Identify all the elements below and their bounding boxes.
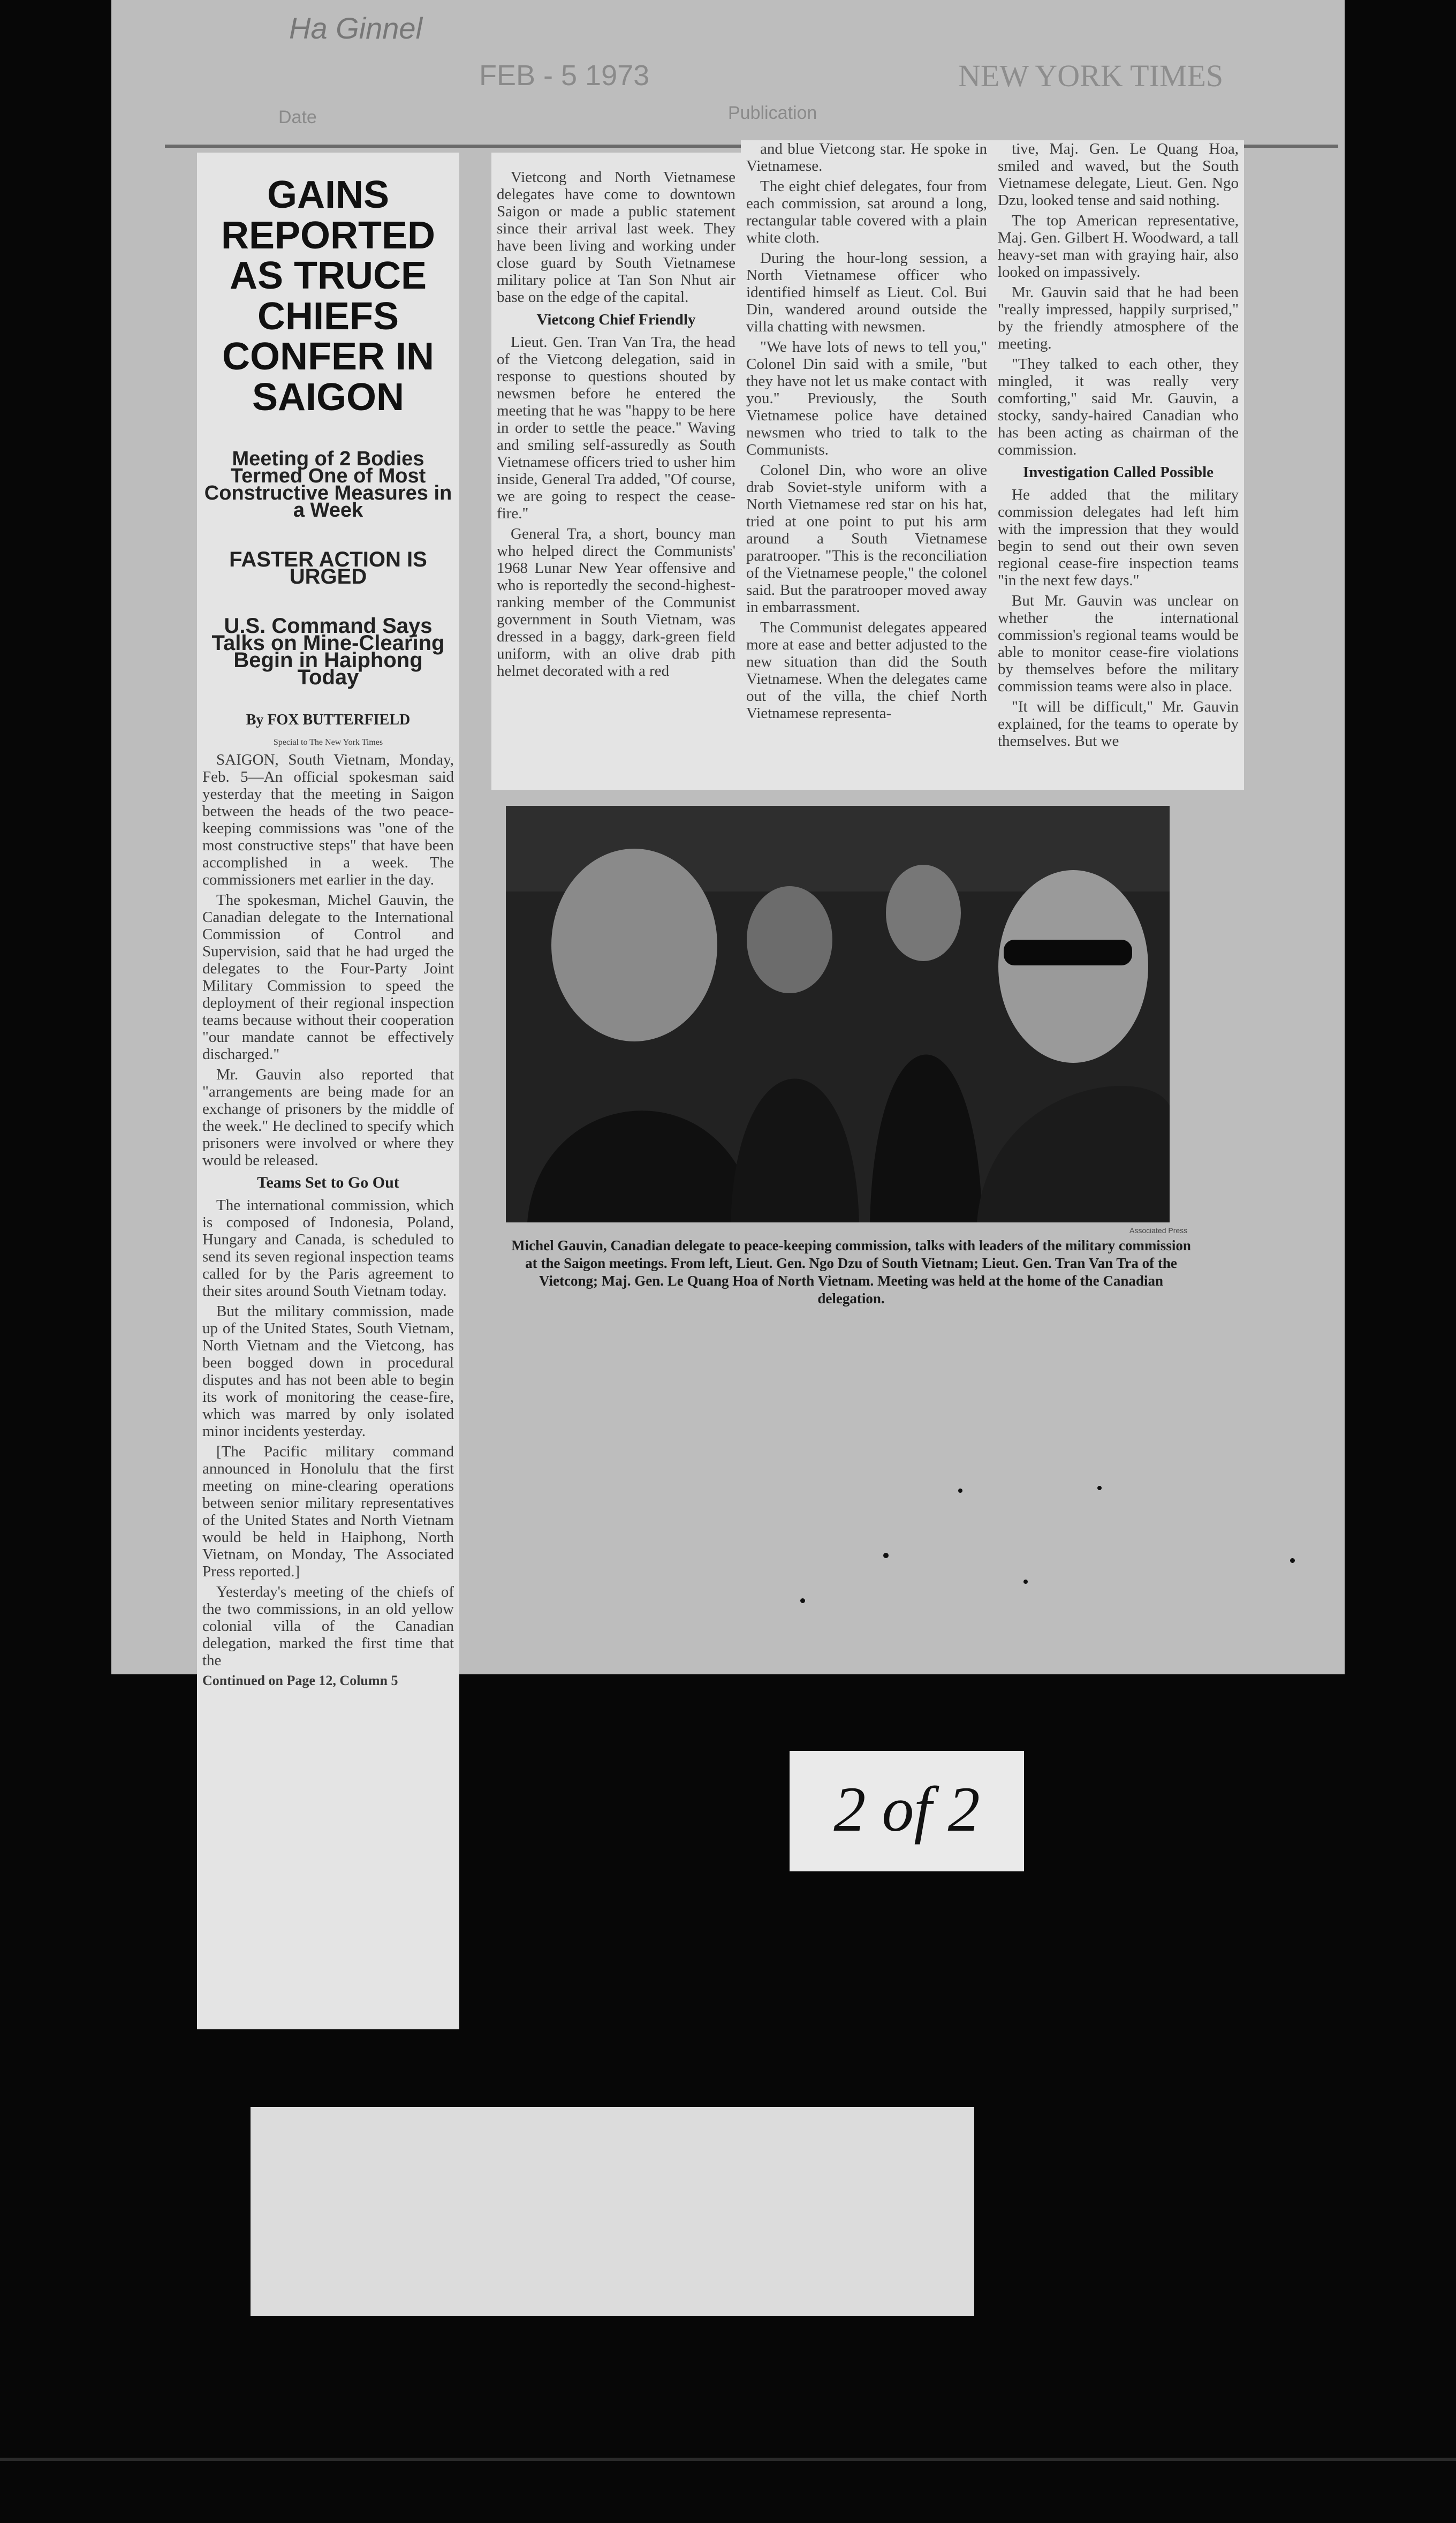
photo-caption: Michel Gauvin, Canadian delegate to peace-keeping commission, talks with leaders of the military commission at the Saigon meetings. From left, Lieut. Gen. Ngo Dzu of South Vietnam; Lieut. Gen. Tran Van Tra of the Vietcong; Maj. Gen. Le Quang Hoa of North Vietnam. Meeting was held at the home of the Canadian delegation.	[511, 1237, 1191, 1306]
col2-paragraphs	[497, 169, 735, 306]
paragraph: "They talked to each other, they mingled, it was really very comforting," said Mr. Gauvin, a stocky, sandy-haired Canadian who has been acting as chairman of the commission.	[998, 356, 1239, 458]
col1-subhead: Teams Set to Go Out	[257, 1173, 399, 1191]
bottom-frame-line	[0, 2458, 1456, 2461]
subhead-us-command: U.S. Command Says Talks on Mine-Clearing Begin in Haiphong Today	[211, 614, 445, 689]
speck	[1290, 1558, 1295, 1563]
col4-paragraphs-b	[998, 486, 1239, 750]
col3-paragraphs	[746, 140, 987, 722]
byline: By FOX BUTTERFIELD	[246, 711, 411, 728]
paragraph: The eight chief delegates, four from each commission, sat around a long, rectangular table covered with a plain white cloth.	[746, 178, 987, 246]
blank-card	[251, 2107, 974, 2316]
page-marker-label: 2 of 2	[833, 1773, 980, 1845]
handwritten-note: Ha Ginnel	[289, 11, 423, 45]
paragraph: Mr. Gauvin also reported that "arrangements are being made for an exchange of prisoners by the middle of the week." He declined to specify which prisoners were involved or where they would be released.	[202, 1066, 454, 1169]
paragraph: Yesterday's meeting of the chiefs of the two commissions, in an old yellow colonial villa of the Canadian delegation, marked the first time that the	[202, 1583, 454, 1669]
page-marker-card	[790, 1751, 1024, 1871]
paragraph: "We have lots of news to tell you," Colonel Din said with a smile, "but they have not let us make contact with you." Previously, the South Vietnamese police have detained newsmen who tried to talk to the Communists.	[746, 338, 987, 458]
paragraph: [The Pacific military command announced in Honolulu that the first meeting on mine-clearing operations between senior military representatives of the United States and North Vietnam would be held in Haiphong, North Vietnam, on Monday, The Associated Press reported.]	[202, 1442, 454, 1580]
paragraph: He added that the military commission delegates had left him with the impression that they would begin to send out their own seven regional cease-fire inspection teams "in the next few days."	[998, 486, 1239, 589]
subhead-meeting: Meeting of 2 Bodies Termed One of Most Constructive Measures in a Week	[204, 447, 452, 522]
paragraph: "It will be difficult," Mr. Gauvin explained, for the teams to operate by themselves. But we	[998, 698, 1239, 750]
paragraph: But Mr. Gauvin was unclear on whether the international commission's regional teams would be able to monitor cease-fire violations by themselves before the military commission teams were also in place.	[998, 592, 1239, 695]
photo-figures	[506, 806, 1170, 1222]
speck	[958, 1489, 962, 1493]
article-column-1	[197, 153, 459, 2029]
paragraph: The international commission, which is composed of Indonesia, Poland, Hungary and Canada, is scheduled to send its seven regional inspection teams called for by the Paris agreement to their sites around South Vietnam today.	[202, 1196, 454, 1300]
col4-paragraphs	[998, 140, 1239, 458]
speck	[883, 1553, 889, 1558]
speck	[1097, 1486, 1102, 1490]
publication-label: Publication	[728, 103, 817, 123]
paragraph: But the military commission, made up of the United States, South Vietnam, North Vietnam and the Vietcong, has been bogged down in procedural disputes and has not been able to begin its work of monitoring the cease-fire, which was marred by only isolated minor incidents yesterday.	[202, 1302, 454, 1440]
paragraph: The Communist delegates appeared more at ease and better adjusted to the new situation than did the South Vietnamese. When the delegates came out of the villa, the chief North Vietnamese representa-	[746, 619, 987, 722]
paragraph: Colonel Din, who wore an olive drab Soviet-style uniform with a North Vietnamese red star on his hat, tried at one point to put his arm around a South Vietnamese paratrooper. "This is the reconciliation of the Vietnamese people," the colonel said. But the paratrooper moved away in embarrassment.	[746, 462, 987, 616]
paragraph: SAIGON, South Vietnam, Monday, Feb. 5—An official spokesman said yesterday that the meeting in Saigon between the heads of the two peace-keeping commissions was "one of the most constructive steps" that have been accomplished in a week. The commissioners met earlier in the day.	[202, 751, 454, 888]
continued-line: Continued on Page 12, Column 5	[202, 1672, 398, 1688]
date-label: Date	[278, 107, 317, 127]
article-column-2	[491, 153, 741, 790]
special-credit: Special to The New York Times	[273, 737, 383, 747]
headline: GAINS REPORTED AS TRUCE CHIEFS CONFER IN SAIGON	[221, 173, 436, 419]
speck	[800, 1598, 805, 1603]
col1-paragraphs-b	[202, 1197, 454, 1669]
paragraph: Vietcong and North Vietnamese delegates have come to downtown Saigon or made a public statement since their arrival last week. They have been living and working under close guard by South Vietnamese military police at Tan Son Nhut air base on the edge of the capital.	[497, 169, 735, 306]
paragraph: Lieut. Gen. Tran Van Tra, the head of the Vietcong delegation, said in response to questions shouted by newsmen before he entered the meeting that he was "happy to be here in order to settle the peace." Waving and smiling self-assuredly as South Vietnamese officers tried to usher him inside, General Tra added, "Of course, we are going to respect the cease-fire."	[497, 334, 735, 522]
publication-name: NEW YORK TIMES	[958, 58, 1224, 93]
paragraph: General Tra, a short, bouncy man who helped direct the Communists' 1968 Lunar New Year offensive and who is reportedly the second-highest-ranking member of the Communist government in South Vietnam, was dressed in a baggy, dark-green field uniform, with an olive drab pith helmet decorated with a red	[497, 525, 735, 679]
photo-credit: Associated Press	[1129, 1226, 1188, 1235]
speck	[1023, 1580, 1028, 1584]
article-column-3	[741, 140, 992, 790]
news-photo	[506, 806, 1170, 1222]
article-column-4	[992, 140, 1244, 790]
paragraph: The spokesman, Michel Gauvin, the Canadian delegate to the International Commission of Control and Supervision, said that he had urged the delegates to the Four-Party Joint Military Commission to speed the deployment of their regional inspection teams because without their cooperation "our mandate cannot be effectively discharged."	[202, 891, 454, 1063]
paragraph: tive, Maj. Gen. Le Quang Hoa, smiled and waved, but the South Vietnamese delegate, Lieut. Gen. Ngo Dzu, looked tense and said nothing.	[998, 140, 1239, 209]
paragraph: Mr. Gauvin said that he had been "really impressed, happily surprised," by the friendly atmosphere of the meeting.	[998, 284, 1239, 352]
col1-paragraphs	[202, 751, 454, 1169]
col2-subhead: Vietcong Chief Friendly	[536, 311, 696, 328]
paragraph: The top American representative, Maj. Gen. Gilbert H. Woodward, a tall heavy-set man with graying hair, also looked on impassively.	[998, 212, 1239, 281]
date-stamp: FEB - 5 1973	[479, 59, 650, 92]
subhead-faster-action: FASTER ACTION IS URGED	[229, 547, 427, 588]
col2-paragraphs-b	[497, 334, 735, 679]
paragraph: During the hour-long session, a North Vietnamese officer who identified himself as Lieut. Col. Bui Din, wandered around outside the villa chatting with newsmen.	[746, 250, 987, 335]
col4-subhead: Investigation Called Possible	[1022, 464, 1214, 481]
paragraph: and blue Vietcong star. He spoke in Vietnamese.	[746, 140, 987, 175]
